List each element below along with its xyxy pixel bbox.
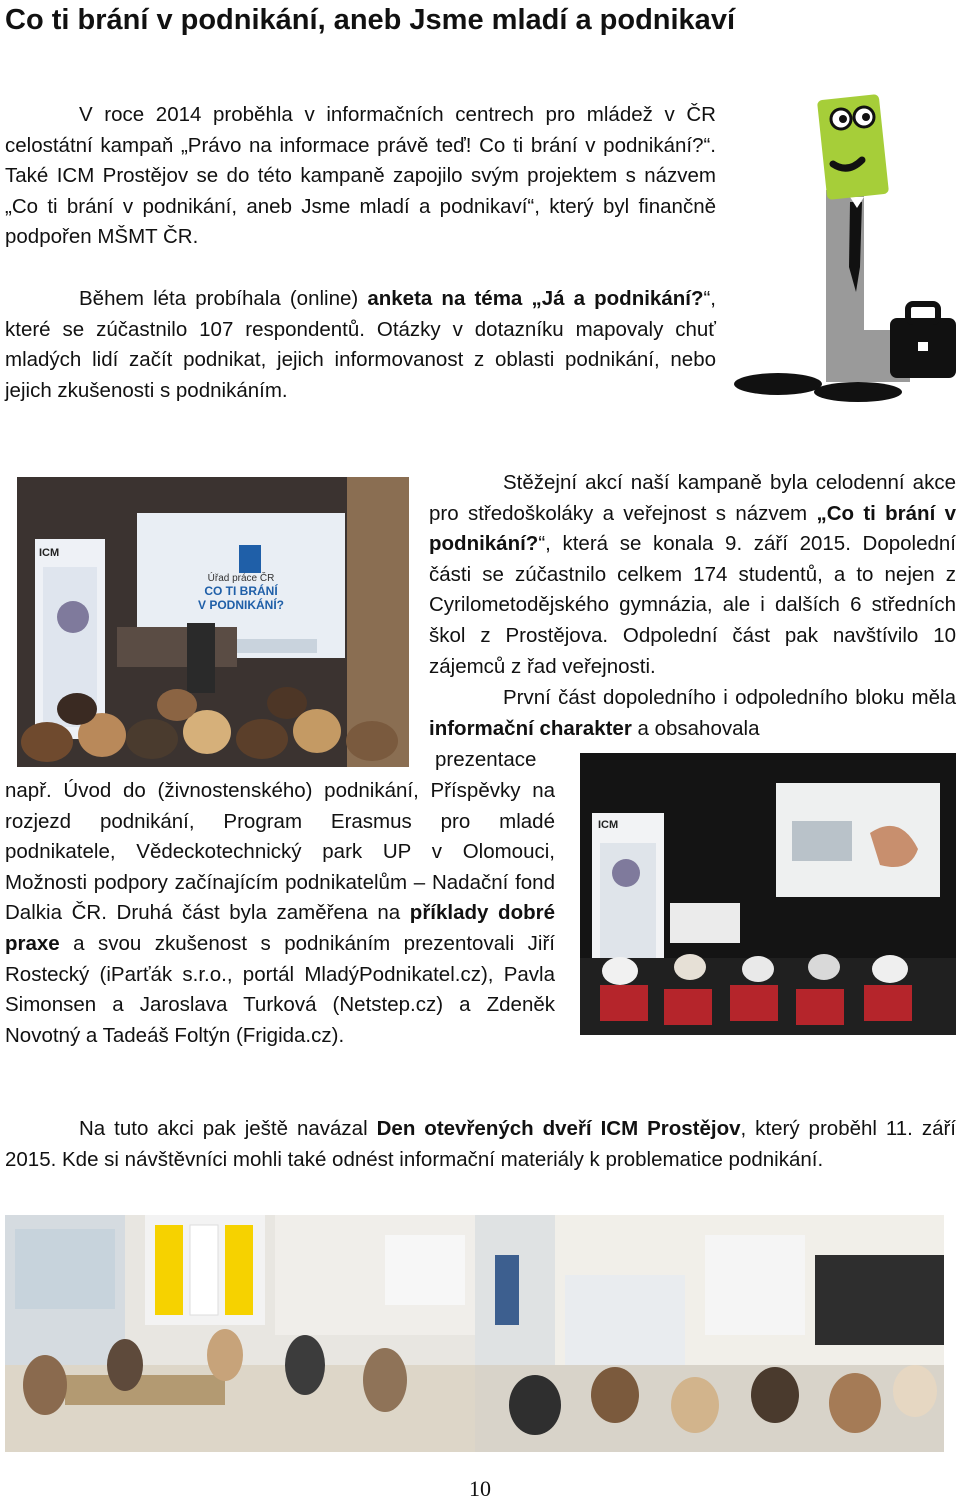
event-photo-1 bbox=[17, 477, 409, 767]
photo1-screen-line1: Úřad práce ČR bbox=[207, 573, 275, 584]
photo2-banner-label: ICM bbox=[598, 819, 619, 831]
page-title: Co ti brání v podnikání, aneb Jsme mladí a podnikaví bbox=[5, 4, 735, 36]
open-day-photo-1 bbox=[5, 1215, 475, 1452]
survey-paragraph: Během léta probíhala (online) anketa na téma „Já a podnikání?“, které se zúčastnilo 107 respondentů. Otázky v dotazníku mapovaly chuť mladých lidí začít podnikat, jejich informovanost z oblasti podnikání, nebo jejich zkušenosti s podnikáním. bbox=[5, 287, 716, 402]
event-paragraph: Stěžejní akcí naší kampaně byla celodenní akce pro středoškoláky a veřejnost s názvem „Co ti brání v podnikání?“, která se konala 9. září 2015. Dopolední části se zúčastnilo celkem 174 studentů, a to nejen z Cyrilometodějského gymnázia, ale i dalších 6 středních škol z Prostějova. Odpolední část pak navštívilo 10 zájemců z řad veřejnosti. bbox=[429, 471, 956, 678]
page-number: 10 bbox=[469, 1476, 491, 1501]
mascot-illustration bbox=[730, 92, 960, 414]
good-practice: příklady dobré praxe bbox=[5, 901, 556, 955]
intro-paragraph: V roce 2014 proběhla v informačních centrech pro mládež v ČR celostátní kampaň „Právo na informace právě teď! Co ti brání v podnikání?“. Také ICM Prostějov se do této kampaně zapojilo svým projektem s názvem „Co ti brání v podnikání, aneb Jsme mladí a podnikaví“, který byl finančně podpořen MŠMT ČR. bbox=[5, 103, 716, 249]
open-day-photo-2 bbox=[475, 1215, 944, 1452]
photo1-screen-text bbox=[137, 573, 345, 612]
event-name: „Co ti brání v podnikání? bbox=[429, 501, 956, 556]
photo1-banner-label: ICM bbox=[39, 547, 60, 559]
event-photo-2 bbox=[580, 753, 956, 1035]
open-day-paragraph: Na tuto akci pak ještě navázal Den otevřených dveří ICM Prostějov, který proběhl 11. září 2015. Kde si návštěvníci mohli také odnést informační materiály k problematice podnikání. bbox=[5, 1117, 957, 1171]
program-character: informační charakter bbox=[429, 716, 632, 740]
presentations-paragraph: např. Úvod do (živnostenského) podnikání, Příspěvky na rozjezd podnikání, Program Erasmus pro mladé podnikatele, Vědeckotechnický park UP v Olomouci, Možnosti podpory začínajícím podnikatelům – Nadační fond Dalkia ČR. Druhá část byla zaměřena na příklady dobré praxe a svou zkušenost s podnikáním prezentovali Jiří Rostecký (iParťák s.r.o., portál MladýPodnikatel.cz), Pavla Simonsen a Jaroslava Turková (Netstep.cz) a Zdeněk Novotný a Tadeáš Foltýn (Frigida.cz). bbox=[5, 779, 556, 1047]
open-day-name: Den otevřených dveří ICM Prostějov bbox=[376, 1117, 741, 1140]
presentations-first-line: prezentace bbox=[435, 748, 537, 771]
photo1-screen-line2: CO TI BRÁNÍ bbox=[204, 584, 278, 598]
program-paragraph: První část dopoledního i odpoledního bloku měla informační charakter a obsahovala bbox=[429, 686, 956, 740]
photo1-screen-line3: V PODNIKÁNÍ? bbox=[197, 598, 284, 612]
survey-topic: anketa na téma „Já a podnikání? bbox=[367, 287, 704, 310]
